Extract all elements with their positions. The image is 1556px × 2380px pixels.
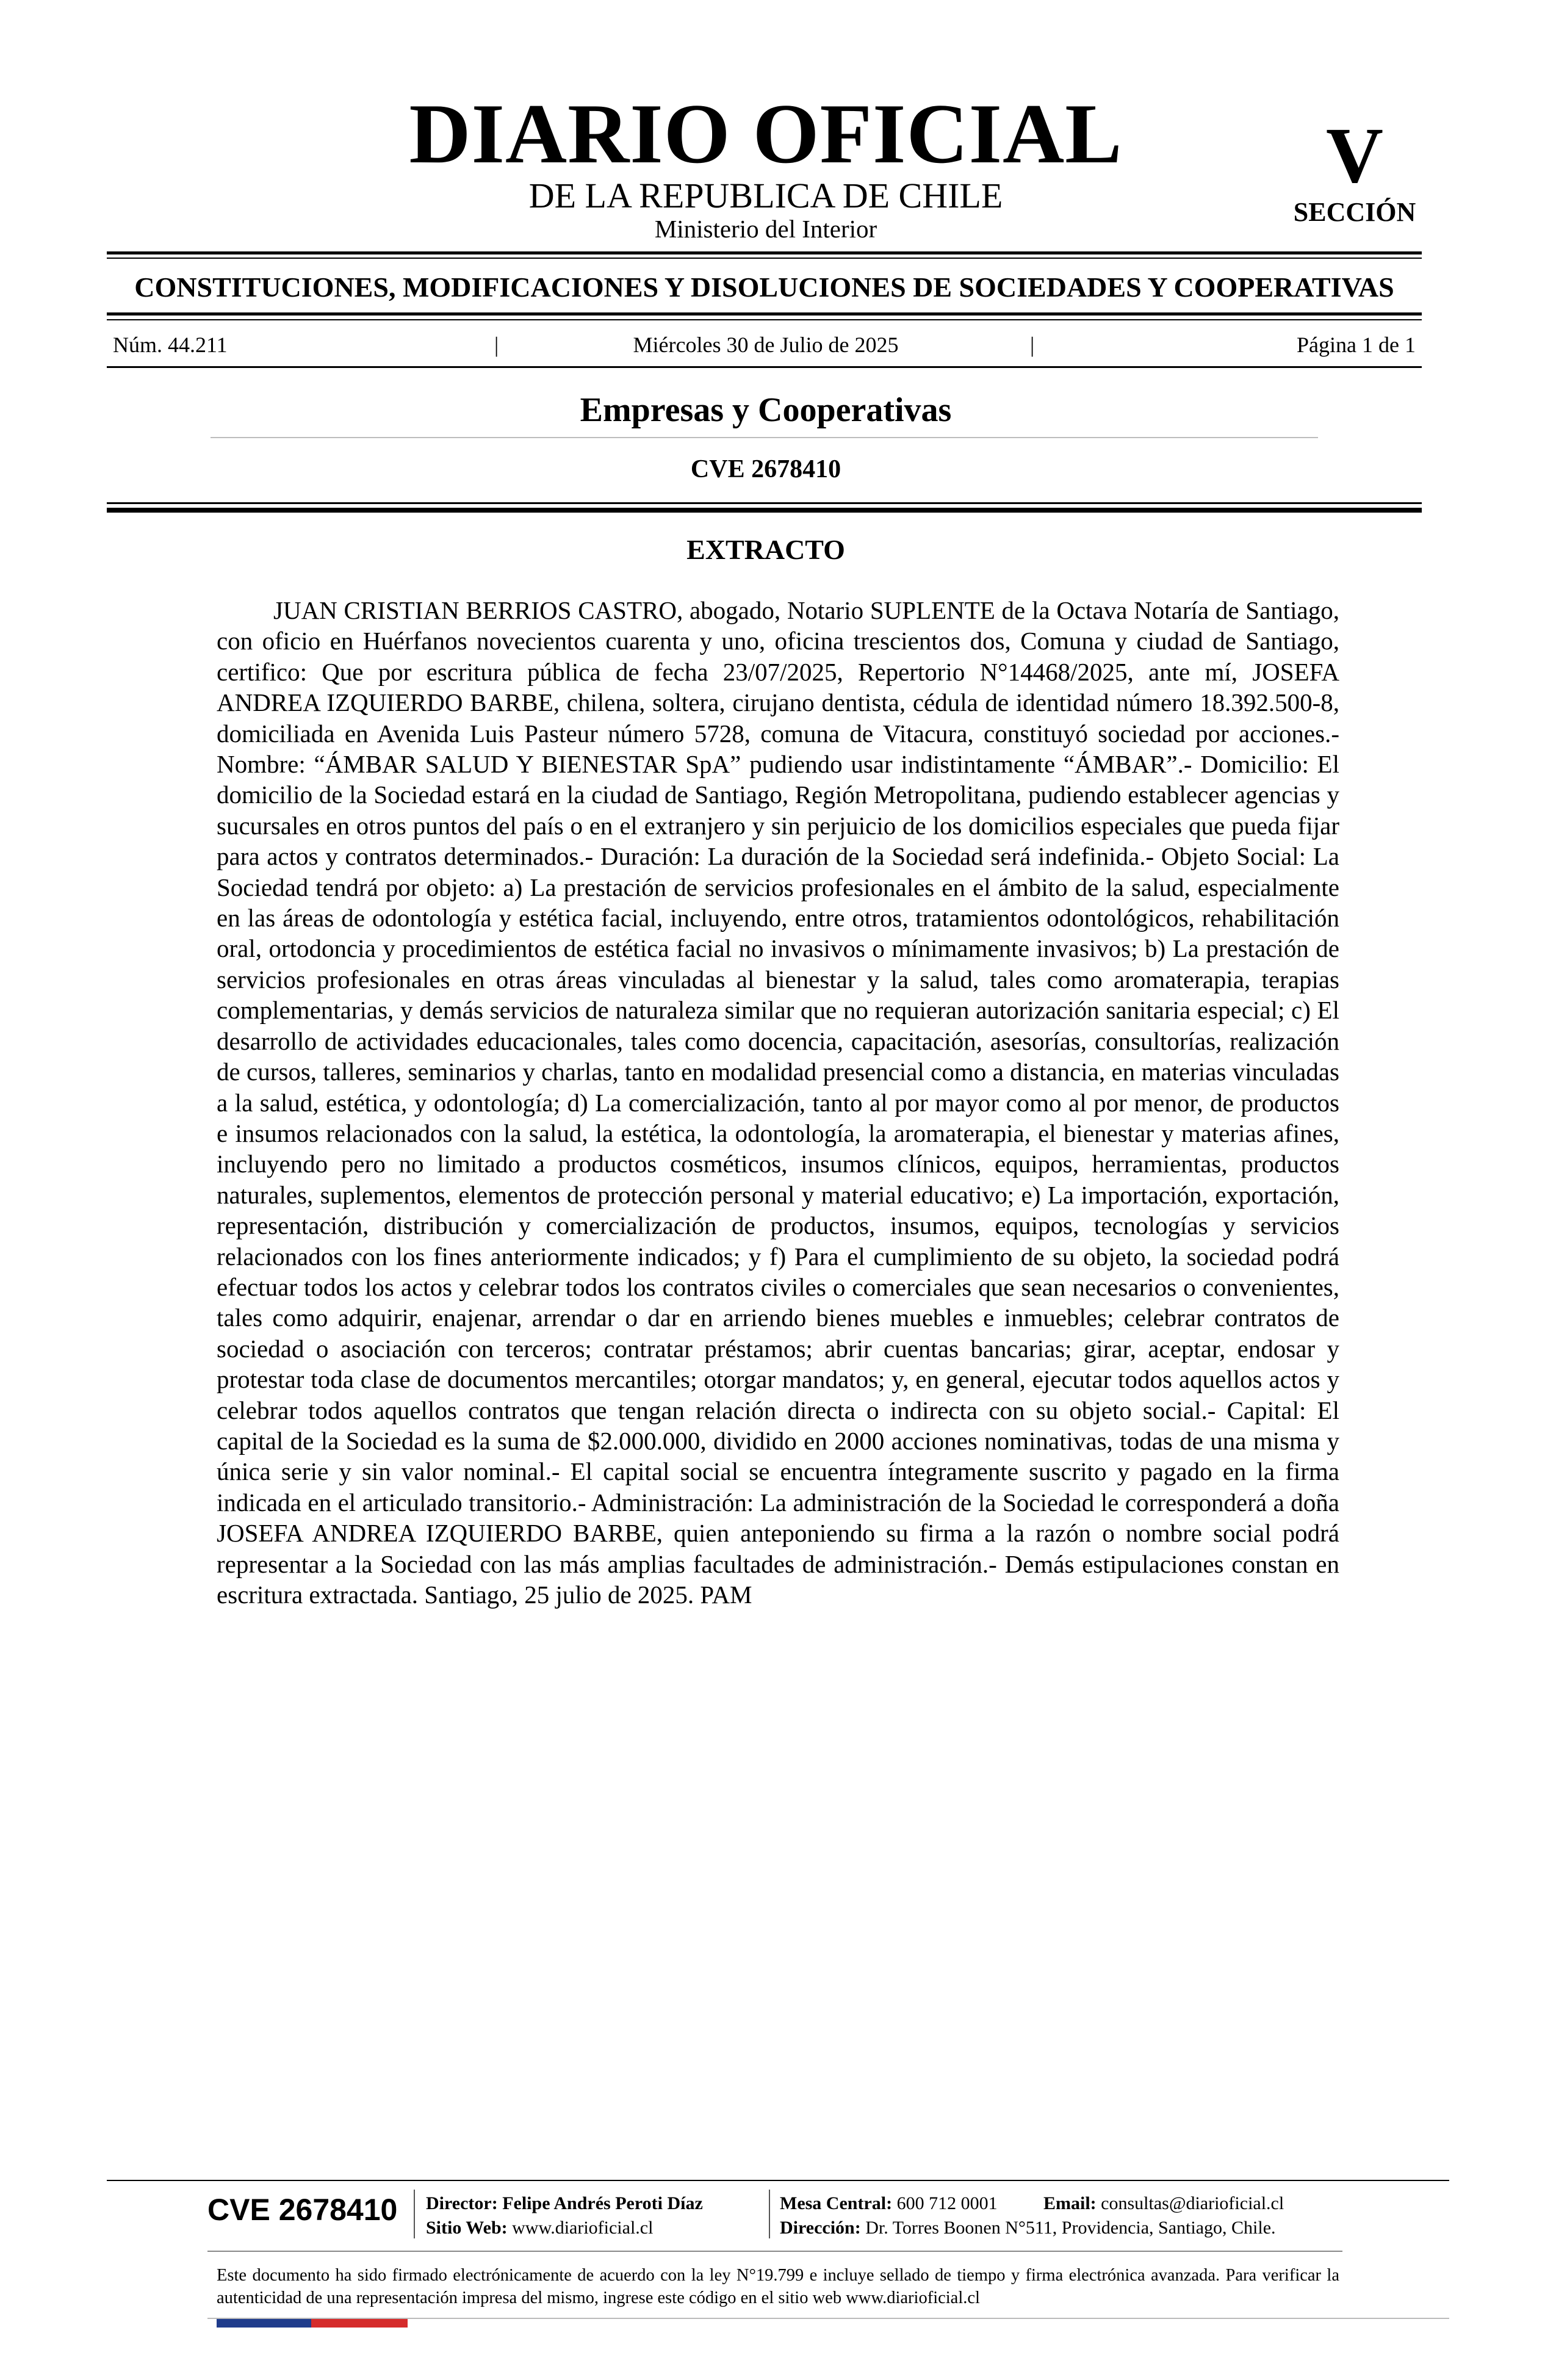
masthead-rule-top [107, 251, 1422, 254]
footer-website-link[interactable]: www.diarioficial.cl [512, 2218, 654, 2238]
footer-email [1043, 2194, 1284, 2213]
footer-mesa [780, 2194, 998, 2213]
content-rule-thick [107, 508, 1422, 513]
document-title: EXTRACTO [686, 534, 845, 565]
content-rule-thin [107, 502, 1422, 504]
footer-legal-notice: Este documento ha sido firmado electrónicamente de acuerdo con la ley N°19.799 e incluye sellado de tiempo y firma electrónica avanzada. Para verificar la autenticidad de una representación impresa del mismo, ingrese este código en el sitio web www.diarioficial.cl [217, 2266, 1339, 2307]
masthead-ministry: Ministerio del Interior [654, 215, 877, 243]
footer-rule-top [107, 2180, 1449, 2181]
footer-director-value: Felipe Andrés Peroti Díaz [502, 2193, 703, 2213]
footer-rule-mid [207, 2251, 1342, 2252]
footer-address [780, 2219, 1276, 2237]
masthead-rule-top-thin [107, 258, 1422, 259]
footer-website [426, 2219, 653, 2237]
footer-website-label: Sitio Web: [426, 2218, 508, 2238]
category-divider [211, 437, 1318, 438]
section-rule-bottom [107, 312, 1422, 316]
section-letter: V [1326, 112, 1383, 200]
cve-code: CVE 2678410 [690, 455, 841, 483]
issue-date: Miércoles 30 de Julio de 2025 [633, 333, 899, 357]
masthead-title: DIARIO OFICIAL [409, 87, 1123, 181]
footer-director [426, 2194, 703, 2213]
footer-divider-2 [769, 2190, 770, 2238]
flag-bar-red [311, 2319, 408, 2328]
section-rule-bottom-thin [107, 319, 1422, 320]
section-title: CONSTITUCIONES, MODIFICACIONES Y DISOLUCIONES DE SOCIEDADES Y COOPERATIVAS [134, 272, 1394, 303]
flag-bar-blue [217, 2319, 311, 2328]
footer-email-link[interactable]: consultas@diarioficial.cl [1101, 2193, 1284, 2213]
info-separator-1: | [494, 333, 499, 357]
page-indicator: Página 1 de 1 [1297, 333, 1416, 357]
section-word: SECCIÓN [1293, 197, 1416, 227]
footer-address-value: Dr. Torres Boonen N°511, Providencia, Santiago, Chile. [865, 2218, 1276, 2238]
footer-address-label: Dirección: [780, 2218, 861, 2238]
info-rule [107, 366, 1422, 368]
document-body: JUAN CRISTIAN BERRIOS CASTRO, abogado, Notario SUPLENTE de la Octava Notaría de Santiago, con oficio en Huérfanos novecientos cuarenta y uno, oficina trescientos dos, Comuna y ciudad de Santiago, certifico: Que por escritura pública de fecha 23/07/2025, Repertorio N°14468/2025, ante mí, JOSEFA ANDREA IZQUIERDO BARBE, chilena, soltera, cirujano dentista, cédula de identidad número 18.392.500-8, domiciliada en Avenida Luis Pasteur número 5728, comuna de Vitacura, constituyó sociedad por acciones.- Nombre: “ÁMBAR SALUD Y BIENESTAR SpA” pudiendo usar indistintamente “ÁMBAR”.- Domicilio: El domicilio de la Sociedad estará en la ciudad de Santiago, Región Metropolitana, pudiendo establecer agencias y sucursales en otros puntos del país o en el extranjero y sin perjuicio de los domicilios especiales que pueda fijar para actos y contratos determinados.- Duración: La duración de la Sociedad será indefinida.- Objeto Social: La Sociedad tendrá por objeto: a) La prestación de servicios profesionales en el ámbito de la salud, especialmente en las áreas de odontología y estética facial, incluyendo, entre otros, tratamientos odontológicos, rehabilitación oral, ortodoncia y procedimientos de estética facial no invasivos o mínimamente invasivos; b) La prestación de servicios profesionales en otras áreas vinculadas al bienestar y la salud, tales como aromaterapia, terapias complementarias, y demás servicios de naturaleza similar que no requieran autorización sanitaria especial; c) El desarrollo de actividades educacionales, tales como docencia, capacitación, asesorías, consultorías, realización de cursos, talleres, seminarios y charlas, tanto en modalidad presencial como a distancia, en materias vinculadas a la salud, estética, y odontología; d) La comercialización, tanto al por mayor como al por menor, de productos e insumos relacionados con la salud, la estética, la odontología, la aromaterapia, el bienestar y materias afines, incluyendo pero no limitado a productos cosméticos, insumos clínicos, equipos, herramientas, productos naturales, suplementos, elementos de protección personal y material educativo; e) La importación, exportación, representación, distribución y comercialización de productos, insumos, equipos, tecnologías y servicios relacionados con los fines anteriormente indicados; y f) Para el cumplimiento de su objeto, la sociedad podrá efectuar todos los actos y celebrar todos los contratos civiles o comerciales que sean necesarios o convenientes, tales como adquirir, enajenar, arrendar o dar en arriendo bienes muebles e inmuebles; celebrar contratos de sociedad o asociación con terceros; contratar préstamos; abrir cuentas bancarias; girar, aceptar, endosar y protestar toda clase de documentos mercantiles; otorgar mandatos; y, en general, ejecutar todos aquellos actos y celebrar todos aquellos contratos que tengan relación directa o indirecta con su objeto social.- Capital: El capital de la Sociedad es la suma de $2.000.000, dividido en 2000 acciones nominativas, todas de una misma y única serie y sin valor nominal.- El capital social se encuentra íntegramente suscrito y pagado en la firma indicada en el articulado transitorio.- Administración: La administración de la Sociedad le corresponderá a doña JOSEFA ANDREA IZQUIERDO BARBE, quien anteponiendo su firma a la razón o nombre social podrá representar a la Sociedad con las más amplias facultades de administración.- Demás estipulaciones constan en escritura extractada. Santiago, 25 julio de 2025. PAM [217, 596, 1339, 1609]
info-separator-2: | [1030, 333, 1035, 357]
footer-divider-1 [414, 2190, 415, 2238]
footer-cve: CVE 2678410 [207, 2193, 398, 2227]
issue-number: Núm. 44.211 [113, 333, 228, 357]
footer-director-label: Director: [426, 2193, 498, 2213]
footer-mesa-value: 600 712 0001 [896, 2193, 998, 2213]
masthead-subtitle: DE LA REPUBLICA DE CHILE [528, 176, 1003, 215]
footer-mesa-label: Mesa Central: [780, 2193, 893, 2213]
footer-email-label: Email: [1043, 2193, 1097, 2213]
category-title: Empresas y Cooperativas [580, 391, 952, 429]
